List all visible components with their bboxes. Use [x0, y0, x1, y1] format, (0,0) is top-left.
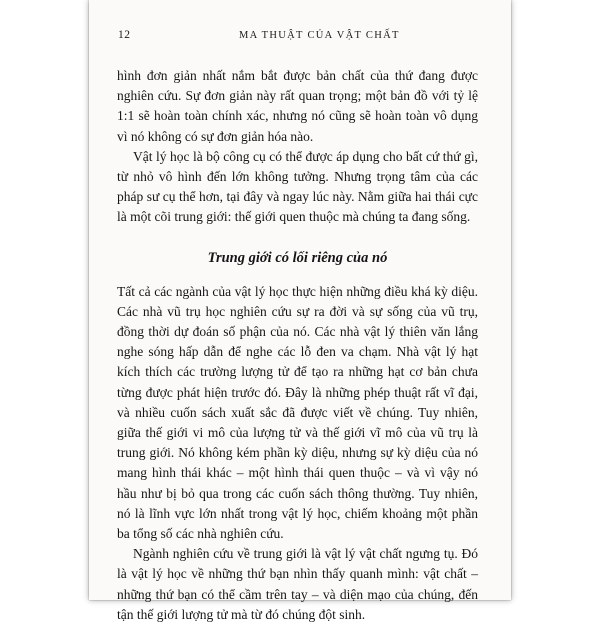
book-page — [89, 0, 511, 622]
paragraph-physics-toolkit: Vật lý học là bộ công cụ có thể được áp dụng cho bất cứ thứ gì, từ nhỏ vô hình đến lớn không tưởng. Nhưng trọng tâm của các pháp sư cụ thể hơn, tại đây và ngay lúc này. Nằm giữa hai thái cực là một cõi trung giới: thế giới quen thuộc mà chúng ta đang sống. — [117, 148, 478, 225]
running-title: MA THUẬT CỦA VẬT CHẤT — [239, 30, 400, 41]
page-number: 12 — [118, 29, 131, 41]
section-heading: Trung giới có lối riêng của nó — [207, 249, 388, 266]
paragraph-continued: hình đơn giản nhất nắm bắt được bản chất của thứ đang được nghiên cứu. Sự đơn giản này rất quan trọng; một bản đồ với tỷ lệ 1:1 sẽ hoàn toàn chính xác, nhưng nó cũng sẽ hoàn toàn vô dụng vì nó không có sự đơn giản hóa nào. — [117, 68, 478, 144]
body-text — [117, 66, 478, 625]
page-header — [89, 29, 511, 45]
paragraph-condensed-matter: Ngành nghiên cứu về trung giới là vật lý vật chất ngưng tụ. Đó là vật lý học về những thứ bạn nhìn thấy quanh mình: vật chất – những thứ bạn có thể cầm trên tay – và diện mạo của chúng, đến tận thế giới lượng tử mà từ đó chúng đột sinh. — [117, 546, 478, 622]
paragraph-branches-of-physics: Tất cả các ngành của vật lý học thực hiện những điều khá kỳ diệu. Các nhà vũ trụ học nghiên cứu sự ra đời và sự sống của vũ trụ, đồng thời dự đoán số phận của nó. Các nhà vật lý thiên văn lắng nghe sóng hấp dẫn để nghe các lỗ đen va chạm. Nhà vật lý hạt kích thích các trường lượng tử để tạo ra những hạt cơ bản chưa từng được phát hiện trước đó. Đây là những phép thuật rất vĩ đại, và nhiều cuốn sách xuất sắc đã được viết về chúng. Tuy nhiên, giữa thế giới vi mô của lượng tử và thế giới vĩ mô của vũ trụ là trung giới. Nó không kém phần kỳ diệu, nhưng sự kỳ diệu của nó mang hình thái khác – một hình thái quen thuộc – và vì vậy nó hầu như bị bỏ qua trong các cuốn sách thông thường. Tuy nhiên, nó là lĩnh vực lớn nhất trong vật lý học, chiếm khoảng một phần ba tổng số các nhà nghiên cứu. — [117, 283, 478, 542]
